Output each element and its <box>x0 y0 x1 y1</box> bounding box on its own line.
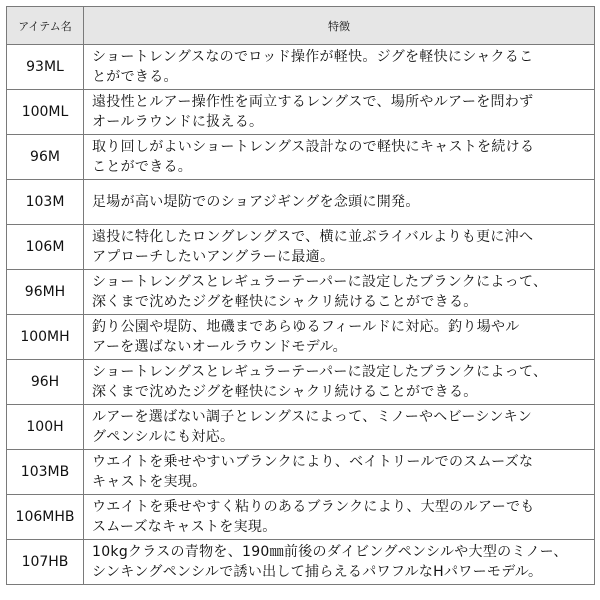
feature-cell <box>84 540 595 585</box>
item-name-cell: 103M <box>7 180 84 225</box>
feature-line: ショートレングスとレギュラーテーパーに設定したブランクによって、 <box>92 274 548 290</box>
table-row <box>7 135 595 180</box>
feature-line: ルアーを選ばない調子とレングスによって、ミノーやヘビーシンキン <box>92 409 533 425</box>
item-name-cell: 96H <box>7 360 84 405</box>
table-row <box>7 450 595 495</box>
feature-line: アーを選ばないオールラウンドモデル。 <box>92 339 347 355</box>
feature-cell <box>84 45 595 90</box>
feature-line: アプローチしたいアングラーに最適。 <box>92 249 335 265</box>
feature-cell <box>84 180 595 225</box>
table-row <box>7 45 595 90</box>
item-name-cell: 107HB <box>7 540 84 585</box>
item-name-cell: 100ML <box>7 90 84 135</box>
item-name-cell: 96MH <box>7 270 84 315</box>
item-name-cell: 100MH <box>7 315 84 360</box>
feature-cell <box>84 450 595 495</box>
item-name-cell: 96M <box>7 135 84 180</box>
item-name-cell: 106M <box>7 225 84 270</box>
feature-line: ショートレングスとレギュラーテーパーに設定したブランクによって、 <box>92 364 548 380</box>
table-row <box>7 360 595 405</box>
item-name-cell: 103MB <box>7 450 84 495</box>
feature-line: 取り回しがよいショートレングス設計なので軽快にキャストを続ける <box>92 139 535 155</box>
feature-line: 遠投に特化したロングレングスで、横に並ぶライバルよりも更に沖へ <box>92 229 534 245</box>
feature-line: ウエイトを乗せやすいブランクにより、ベイトリールでのスムーズな <box>92 454 534 470</box>
feature-line: ことができる。 <box>92 159 193 175</box>
feature-header: 特徴 <box>84 7 595 45</box>
feature-cell <box>84 360 595 405</box>
feature-cell <box>84 315 595 360</box>
feature-cell <box>84 270 595 315</box>
table-row <box>7 495 595 540</box>
item-name-cell: 100H <box>7 405 84 450</box>
feature-line: キャストを実現。 <box>92 474 207 490</box>
item-name-header: アイテム名 <box>7 7 84 45</box>
table-row <box>7 90 595 135</box>
feature-line: ショートレングスなのでロッド操作が軽快。ジグを軽快にシャクるこ <box>92 49 534 65</box>
table-row <box>7 315 595 360</box>
feature-line: 深くまで沈めたジグを軽快にシャクリ続けることができる。 <box>92 384 478 400</box>
header-row <box>7 7 595 45</box>
feature-line: オールラウンドに扱える。 <box>92 114 264 130</box>
feature-line: とができる。 <box>92 69 178 85</box>
feature-line: 遠投性とルアー操作性を両立するレングスで、場所やルアーを問わず <box>92 94 534 110</box>
feature-line: 10kgクラスの青物を、190㎜前後のダイビングペンシルや大型のミノー、 <box>92 544 568 560</box>
feature-cell <box>84 225 595 270</box>
rod-spec-table <box>6 6 595 585</box>
table-row <box>7 270 595 315</box>
feature-line: グペンシルにも対応。 <box>92 429 235 445</box>
feature-line: スムーズなキャストを実現。 <box>92 519 277 535</box>
feature-cell <box>84 90 595 135</box>
feature-line: 釣り公園や堤防、地磯まであらゆるフィールドに対応。釣り場やル <box>92 319 520 335</box>
table-body <box>7 45 595 585</box>
feature-line: ウエイトを乗せやすく粘りのあるブランクにより、大型のルアーでも <box>92 499 535 515</box>
table-row <box>7 540 595 585</box>
item-name-cell: 93ML <box>7 45 84 90</box>
feature-cell <box>84 495 595 540</box>
table-row <box>7 405 595 450</box>
table-row <box>7 225 595 270</box>
table-row <box>7 180 595 225</box>
feature-line: 深くまで沈めたジグを軽快にシャクリ続けることができる。 <box>92 294 478 310</box>
item-name-cell: 106MHB <box>7 495 84 540</box>
feature-cell <box>84 405 595 450</box>
feature-line: シンキングペンシルで誘い出して捕らえるパワフルなHパワーモデル。 <box>92 564 543 580</box>
feature-line: 足場が高い堤防でのショアジギングを念頭に開発。 <box>92 194 420 210</box>
feature-cell <box>84 135 595 180</box>
